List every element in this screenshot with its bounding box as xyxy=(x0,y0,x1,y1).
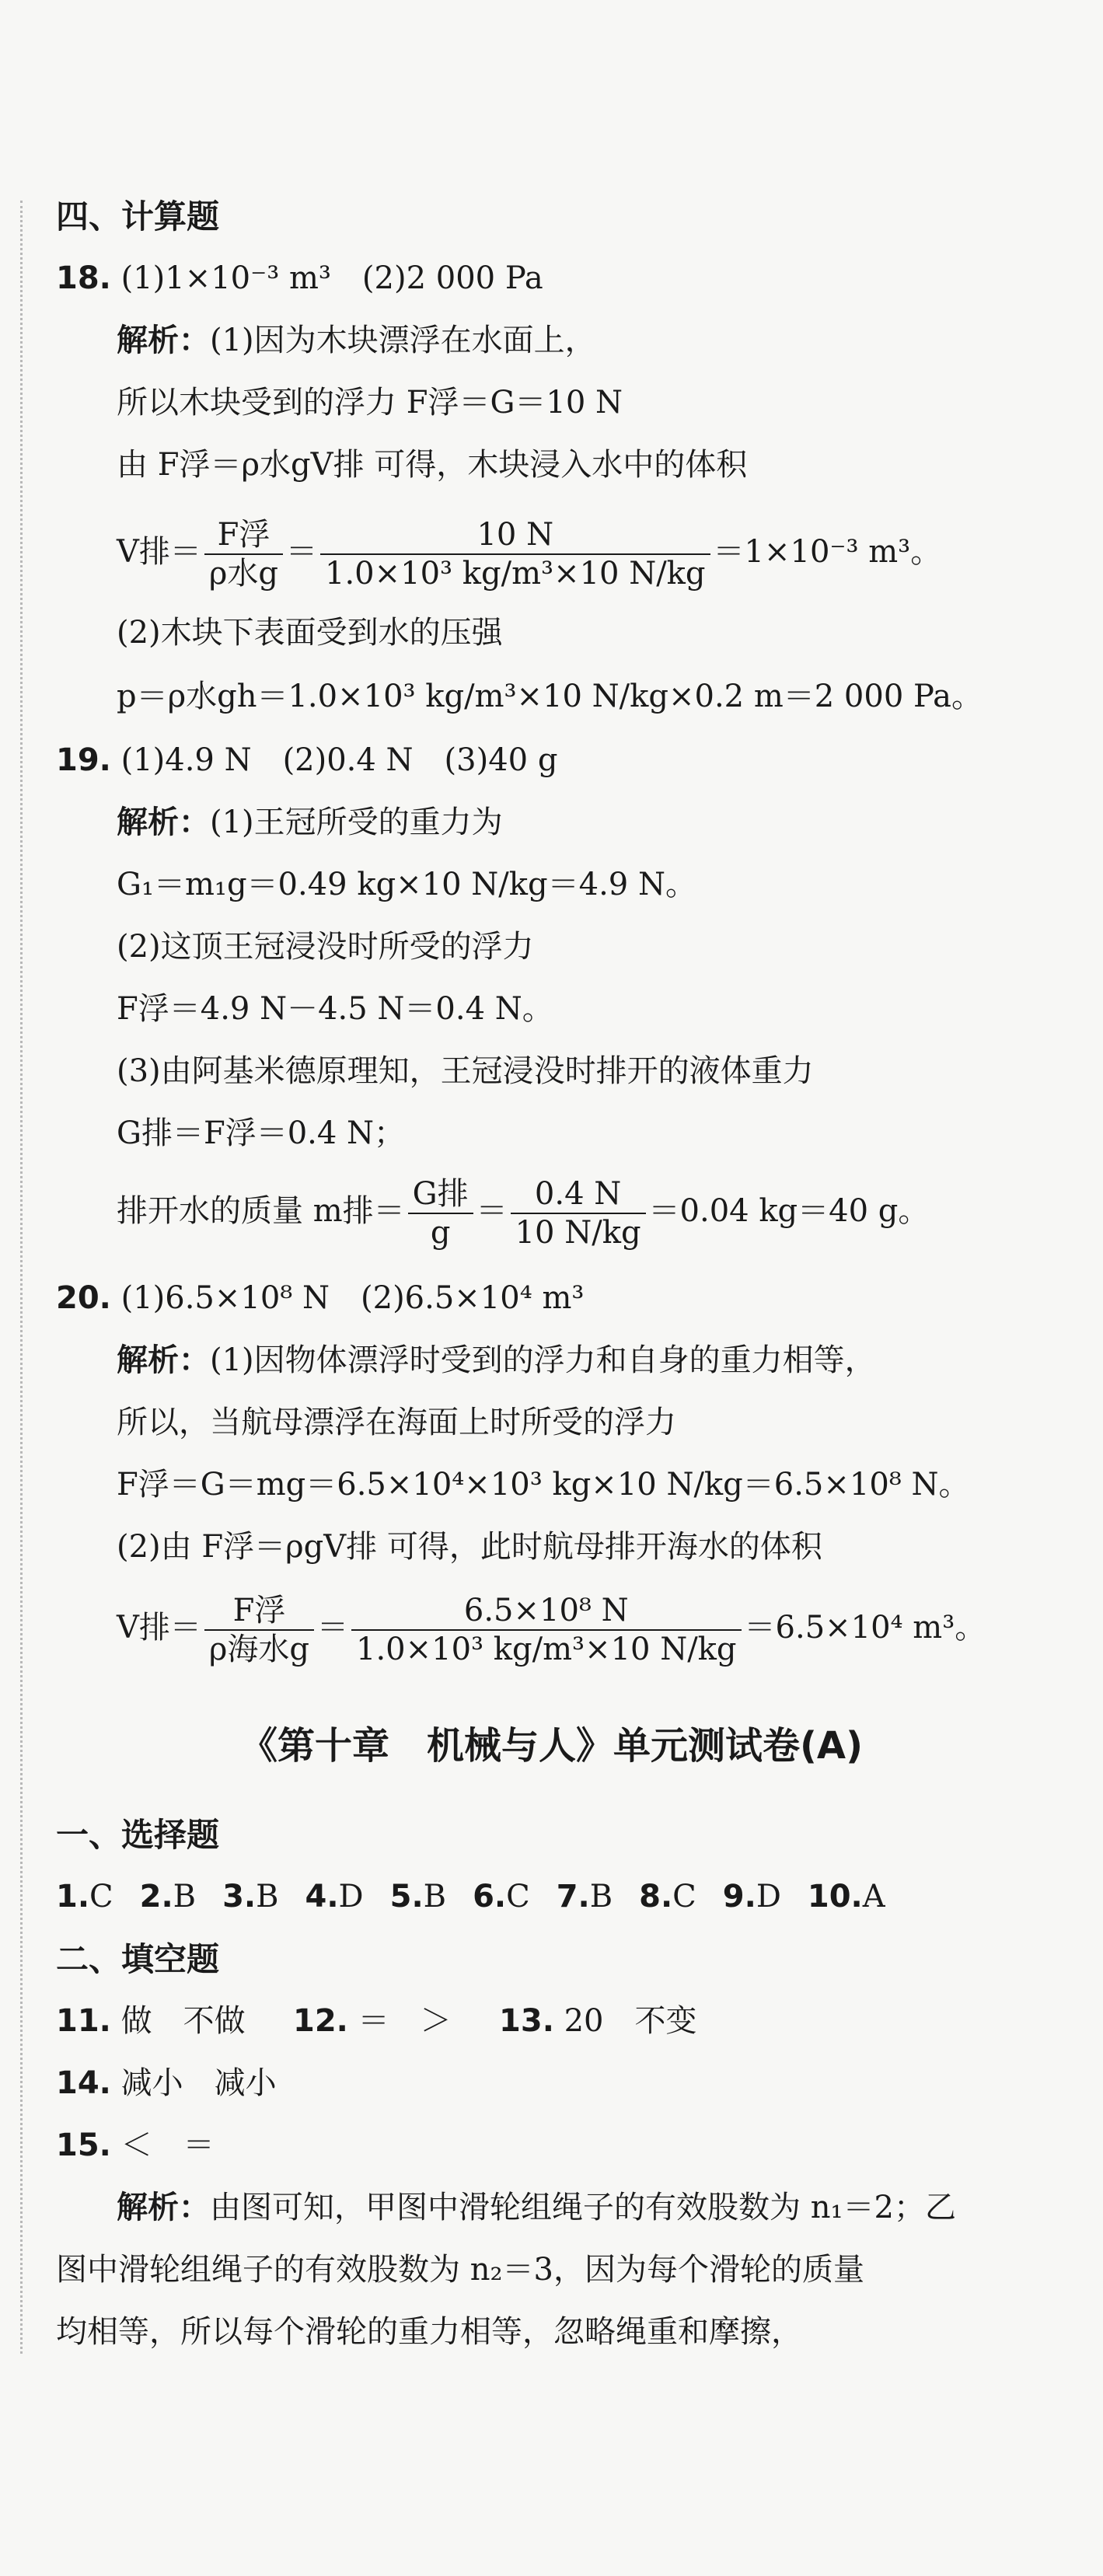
q19-text-3: (2)这顶王冠浸没时所受的浮力 xyxy=(117,929,534,965)
q20-analysis-label: 解析： xyxy=(117,1342,210,1378)
q19-fraction-2-den: 10 N/kg xyxy=(515,1215,641,1251)
q19-analysis-label: 解析： xyxy=(117,805,210,840)
choice-answer-item xyxy=(639,1879,696,1915)
choice-answer-number: 2. xyxy=(139,1879,173,1915)
chapter-title: 《第十章 机械与人》单元测试卷(A) xyxy=(239,1724,864,1768)
q18-text-1: (1)因为木块漂浮在水面上， xyxy=(210,323,596,358)
choice-answer-number: 3. xyxy=(222,1879,257,1915)
q19-text-1: (1)王冠所受的重力为 xyxy=(210,805,503,840)
q20-fraction-1-den: ρ海水g xyxy=(208,1632,310,1667)
q18-text-5: (2)木块下表面受到水的压强 xyxy=(117,615,503,651)
q19-text-5: (3)由阿基米德原理知，王冠浸没时排开的液体重力 xyxy=(117,1053,814,1089)
choice-answer-letter: B xyxy=(423,1879,447,1915)
choice-answers-row xyxy=(56,1879,912,1915)
q20-text-1: (1)因物体漂浮时受到的浮力和自身的重力相等， xyxy=(210,1342,876,1378)
q19-formula-mass xyxy=(117,1175,929,1251)
q18-fraction-2 xyxy=(320,516,710,592)
choice-answer-number: 4. xyxy=(305,1879,339,1915)
q20-fraction-1 xyxy=(204,1592,314,1668)
q19-analysis-line1 xyxy=(117,807,503,838)
q19-fraction-2-num: 0.4 N xyxy=(511,1175,646,1214)
q18-analysis-label: 解析： xyxy=(117,323,210,358)
q19-fraction-2 xyxy=(511,1175,646,1251)
q15-text-2: 图中滑轮组绳子的有效股数为 n₂＝3，因为每个滑轮的质量 xyxy=(56,2252,864,2288)
choice-answer-item xyxy=(808,1879,885,1915)
q20-formula-volume xyxy=(117,1592,986,1668)
q15-number: 15. xyxy=(56,2127,111,2163)
q19-answer-line xyxy=(56,742,558,778)
q20-fraction-1-num: F浮 xyxy=(204,1592,314,1631)
q12-answer: ＝ ＞ xyxy=(358,2003,452,2039)
q19-fraction-1-num: G排 xyxy=(408,1175,473,1214)
choice-answer-letter: C xyxy=(506,1879,530,1915)
q19-formula-rhs: ＝0.04 kg＝40 g。 xyxy=(648,1193,930,1229)
q20-fraction-2 xyxy=(351,1592,742,1668)
fill-answers-row-1 xyxy=(56,2005,697,2037)
q20-text-2: 所以，当航母漂浮在海面上时所受的浮力 xyxy=(117,1405,676,1440)
margin-rule xyxy=(20,201,23,2354)
q19-number: 19. xyxy=(56,742,111,778)
choice-answer-letter: C xyxy=(672,1879,696,1915)
choice-answer-letter: A xyxy=(862,1879,885,1915)
q20-fraction-2-den: 1.0×10³ kg/m³×10 N/kg xyxy=(356,1632,737,1667)
q18-formula-rhs: ＝1×10⁻³ m³。 xyxy=(713,534,942,570)
section-heading-calc: 四、计算题 xyxy=(56,197,220,236)
q20-text-4: (2)由 F浮＝ρgV排 可得，此时航母排开海水的体积 xyxy=(117,1529,822,1565)
q19-fraction-1 xyxy=(408,1175,473,1251)
q15-analysis-label: 解析： xyxy=(117,2190,210,2225)
q15-answer: ＜ ＝ xyxy=(120,2127,215,2163)
q18-analysis-line1 xyxy=(117,325,596,356)
q18-fraction-1 xyxy=(204,516,283,592)
section-heading-fill: 二、填空题 xyxy=(56,1940,220,1978)
q18-answer: (1)1×10⁻³ m³ (2)2 000 Pa xyxy=(120,260,543,296)
choice-answer-letter: B xyxy=(589,1879,613,1915)
q19-fraction-1-den: g xyxy=(430,1215,451,1251)
q14-number: 14. xyxy=(56,2065,111,2101)
choice-answer-letter: C xyxy=(89,1879,113,1915)
section-heading-choice: 一、选择题 xyxy=(56,1816,220,1854)
q19-equals: ＝ xyxy=(476,1193,508,1229)
q18-text-2: 所以木块受到的浮力 F浮＝G＝10 N xyxy=(117,385,623,421)
q18-fraction-1-den: ρ水g xyxy=(208,556,279,592)
choice-answer-item xyxy=(723,1879,781,1915)
choice-answer-number: 6. xyxy=(473,1879,507,1915)
q11-answer: 做 不做 xyxy=(120,2003,246,2039)
q20-equals: ＝ xyxy=(317,1610,349,1646)
q18-fraction-2-den: 1.0×10³ kg/m³×10 N/kg xyxy=(325,556,706,592)
q20-answer-line xyxy=(56,1280,585,1316)
q20-answer: (1)6.5×10⁸ N (2)6.5×10⁴ m³ xyxy=(120,1280,585,1316)
q20-formula-rhs: ＝6.5×10⁴ m³。 xyxy=(744,1610,986,1646)
choice-answer-number: 9. xyxy=(722,1879,756,1915)
q19-text-4: F浮＝4.9 N－4.5 N＝0.4 N。 xyxy=(117,991,553,1027)
choice-answer-letter: B xyxy=(173,1879,197,1915)
choice-answer-number: 5. xyxy=(389,1879,424,1915)
q15-text-1: 由图可知，甲图中滑轮组绳子的有效股数为 n₁＝2；乙 xyxy=(210,2190,956,2225)
q18-formula-volume xyxy=(117,516,941,592)
q18-text-6: p＝ρ水gh＝1.0×10³ kg/m³×10 N/kg×0.2 m＝2 000 Pa。 xyxy=(117,679,983,714)
q20-number: 20. xyxy=(56,1280,111,1316)
q13-answer: 20 不变 xyxy=(564,2003,697,2039)
choice-answer-item xyxy=(305,1879,364,1915)
q15-analysis-line1 xyxy=(117,2192,956,2223)
q19-formula-lhs: 排开水的质量 m排＝ xyxy=(117,1193,405,1229)
q15-text-3: 均相等，所以每个滑轮的重力相等，忽略绳重和摩擦， xyxy=(56,2314,802,2350)
choice-answer-item xyxy=(557,1879,613,1915)
choice-answer-letter: D xyxy=(756,1879,781,1915)
q20-formula-lhs: V排＝ xyxy=(117,1610,201,1646)
q18-fraction-2-num: 10 N xyxy=(320,516,710,555)
fill-answers-row-2 xyxy=(56,2065,277,2101)
q13-number: 13. xyxy=(499,2003,554,2039)
q20-fraction-2-num: 6.5×10⁸ N xyxy=(351,1592,742,1631)
choice-answer-number: 8. xyxy=(639,1879,673,1915)
q19-text-2: G₁＝m₁g＝0.49 kg×10 N/kg＝4.9 N。 xyxy=(117,867,696,902)
choice-answer-number: 1. xyxy=(56,1879,90,1915)
q18-text-3: 由 F浮＝ρ水gV排 可得，木块浸入水中的体积 xyxy=(117,447,748,483)
choice-answer-letter: D xyxy=(338,1879,364,1915)
q18-fraction-1-num: F浮 xyxy=(204,516,283,555)
q19-text-6: G排＝F浮＝0.4 N； xyxy=(117,1115,406,1151)
q18-number: 18. xyxy=(56,260,111,296)
choice-answer-item xyxy=(56,1879,113,1915)
choice-answer-item xyxy=(390,1879,446,1915)
choice-answer-number: 10. xyxy=(807,1879,863,1915)
q14-answer: 减小 减小 xyxy=(120,2065,277,2101)
fill-answers-row-3 xyxy=(56,2127,215,2163)
q20-text-3: F浮＝G＝mg＝6.5×10⁴×10³ kg×10 N/kg＝6.5×10⁸ N。 xyxy=(117,1467,970,1503)
q12-number: 12. xyxy=(293,2003,348,2039)
q19-answer: (1)4.9 N (2)0.4 N (3)40 g xyxy=(120,742,558,778)
choice-answer-item xyxy=(140,1879,196,1915)
choice-answer-letter: B xyxy=(256,1879,279,1915)
q20-analysis-line1 xyxy=(117,1342,876,1378)
q11-number: 11. xyxy=(56,2003,111,2039)
q18-equals: ＝ xyxy=(286,534,318,570)
q18-formula-lhs: V排＝ xyxy=(117,534,201,570)
choice-answer-item xyxy=(222,1879,278,1915)
choice-answer-item xyxy=(473,1879,530,1915)
choice-answer-number: 7. xyxy=(556,1879,590,1915)
q18-answer-line xyxy=(56,260,543,296)
